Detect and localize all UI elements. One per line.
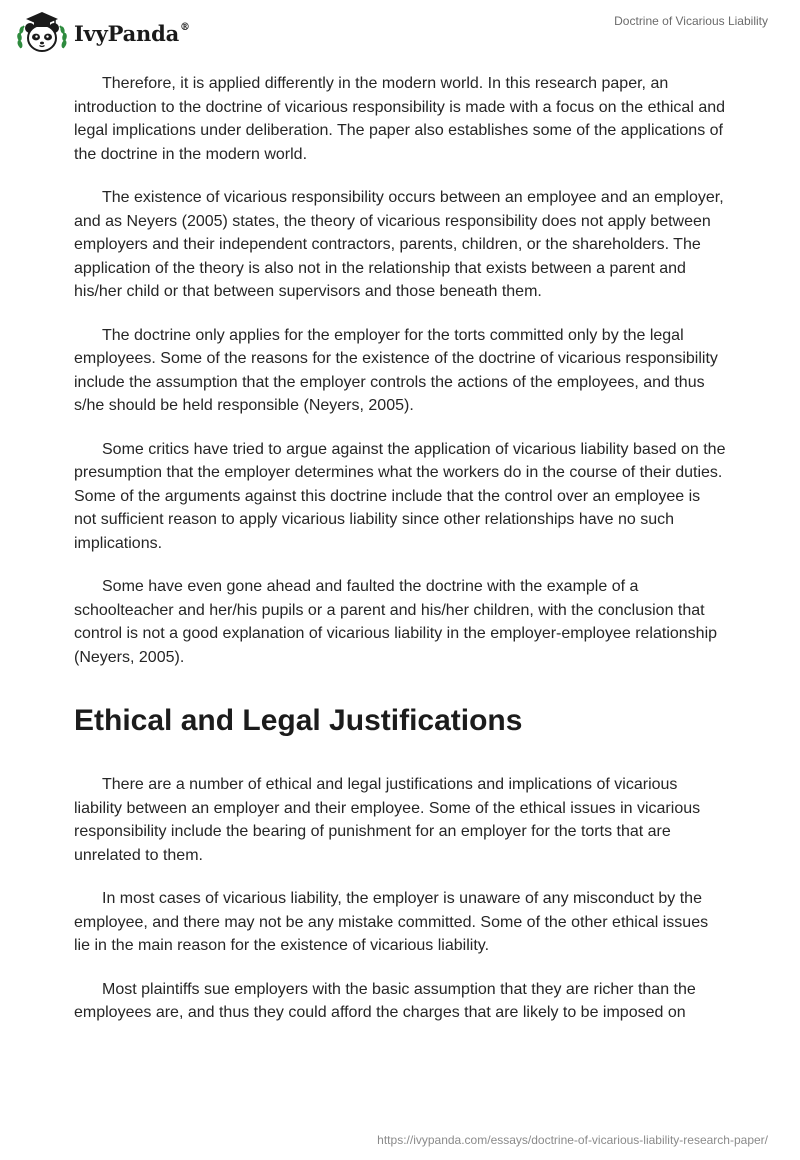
section-heading: Ethical and Legal Justifications [74,704,523,737]
paragraph: Some critics have tried to argue against the application of vicarious liability based on the presumption that the employer determines what the workers do in the course of their duties. Some of the arguments against this doctrine include that the control over an employee is not sufficient reason to apply vicarious liability since other relationships have no such implications. [74,440,726,552]
brand-name: IvyPanda® [74,20,190,46]
page-header [0,0,800,64]
paragraph: Most plaintiffs sue employers with the basic assumption that they are richer than the employees are, and thus they could afford the charges that are likely to be imposed on [74,980,696,1021]
paragraph: In most cases of vicarious liability, the employer is unaware of any misconduct by the employee, and there may not be any mistake committed. Some of the other ethical issues lie in the main reason for the existence of vicarious liability. [74,890,709,954]
paragraph: The doctrine only applies for the employer for the torts committed only by the legal employees. Some of the reasons for the existence of the doctrine of vicarious responsibility include the assumption that the employer controls the actions of the employees, and thus s/he should be held responsible (Neyers, 2005). [74,326,718,414]
panda-graduate-icon [14,8,70,56]
article-body [74,72,726,1045]
paragraph: Some have even gone ahead and faulted the doctrine with the example of a schoolteacher and her/his pupils or a parent and his/her children, with the conclusion that control is not a good explanation of vicarious liability in the employer-employee relationship (Neyers, 2005). [74,578,718,666]
paragraph: The existence of vicarious responsibility occurs between an employee and an employer, and as Neyers (2005) states, the theory of vicarious responsibility does not apply between employers and their independent contractors, parents, children, or the shareholders. The application of the theory is also not in the relationship that exists between a parent and his/her child or that between supervisors and those beneath them. [74,189,724,300]
paragraph: Therefore, it is applied differently in the modern world. In this research paper, an introduction to the doctrine of vicarious responsibility is made with a focus on the ethical and legal implications under deliberation. The paper also establishes some of the applications of the doctrine in the modern world. [74,75,726,163]
ivypanda-logo[interactable] [14,8,190,56]
document-title: Doctrine of Vicarious Liability [614,14,768,28]
source-url[interactable]: https://ivypanda.com/essays/doctrine-of-vicarious-liability-research-paper/ [377,1133,768,1147]
paragraph: There are a number of ethical and legal justifications and implications of vicarious liability between an employer and their employee. Some of the ethical issues in vicarious responsibility include the bearing of punishment for an employer for the torts that are unrelated to them. [74,776,701,864]
